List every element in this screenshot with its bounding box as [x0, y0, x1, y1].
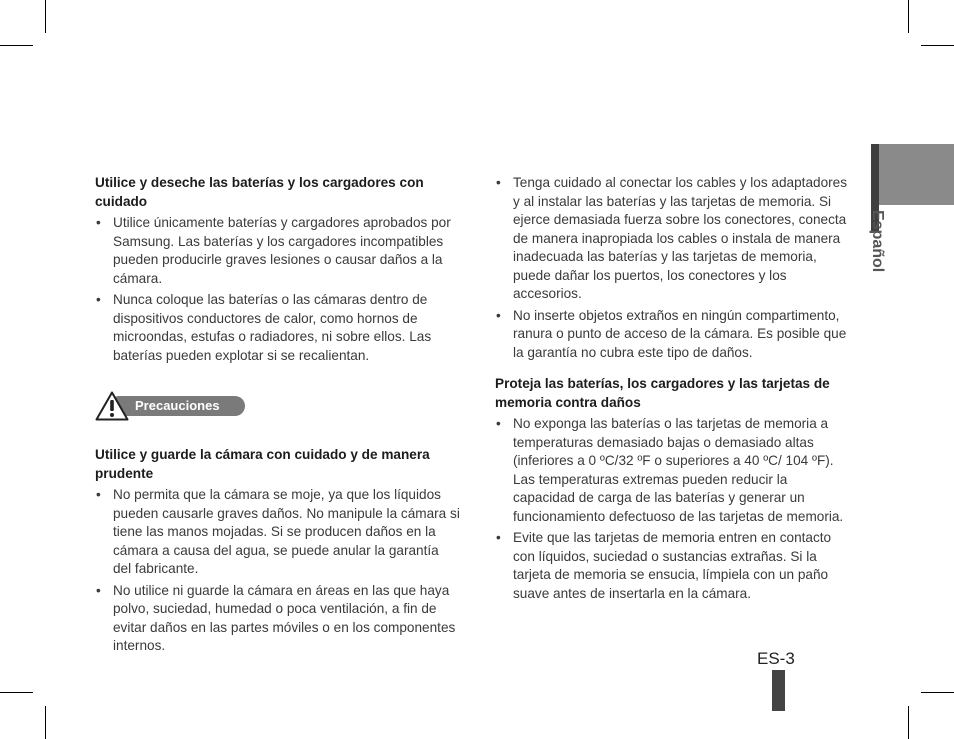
language-tab-block [871, 144, 954, 205]
crop-mark [921, 45, 954, 46]
section-heading-batteries: Utilice y deseche las baterías y los cargadores con cuidado [95, 175, 424, 209]
bullet-list-camera-care [95, 486, 460, 656]
left-column [95, 174, 460, 659]
caution-label: Precauciones [135, 398, 220, 413]
list-item: • No exponga las baterías o las tarjetas de memoria a temperaturas demasiado bajas o demasiado altas (inferiores a 0 ºC/32 ºF o superiores a 40 ºC/ 104 ºF). Las temperaturas extremas pueden reducir la capacidad de carga de las baterías y generar un funcionamiento defectuoso de las tarjetas de memoria. [495, 415, 851, 526]
section-heading-camera-care: Utilice y guarde la cámara con cuidado y de manera prudente [95, 447, 430, 481]
list-item: • Utilice únicamente baterías y cargadores aprobados por Samsung. Las baterías y los cargadores incompatibles pueden producirle graves lesiones o causar daños a la cámara. [95, 214, 460, 288]
list-item: • Tenga cuidado al conectar los cables y los adaptadores y al instalar las baterías y las tarjetas de memoria. Si ejerce demasiada fuerza sobre los conectores, conecta de manera inapropiada los cables o instala de manera inadecuada las baterías y las tarjetas de memoria, puede dañar los puertos, los conectores y los accesorios. [495, 174, 851, 304]
section-heading-protect: Proteja las baterías, los cargadores y las tarjetas de memoria contra daños [495, 376, 830, 410]
warning-icon [95, 391, 129, 421]
page-number-bar [772, 670, 785, 711]
page-number: ES-3 [757, 649, 795, 668]
bullet-list-connectors [495, 174, 851, 362]
list-item: • No inserte objetos extraños en ningún compartimento, ranura o punto de acceso de la cámara. Es posible que la garantía no cubra este tipo de daños. [495, 307, 851, 363]
bullet-list-protect [495, 415, 851, 603]
bullet-list-batteries [95, 214, 460, 365]
language-tab-label [866, 210, 890, 290]
caution-pill [109, 396, 245, 416]
crop-mark [908, 706, 909, 739]
crop-mark [0, 692, 33, 693]
crop-mark [908, 0, 909, 33]
list-item: • No utilice ni guarde la cámara en áreas en las que haya polvo, suciedad, humedad o poca ventilación, a fin de evitar daños en las partes móviles o en los componentes internos. [95, 582, 460, 656]
crop-mark [45, 706, 46, 739]
list-item: • Evite que las tarjetas de memoria entren en contacto con líquidos, suciedad o sustancias extrañas. Si la tarjeta de memoria se ensucia, límpiela con un paño suave antes de insertarla en la cámara. [495, 529, 851, 603]
crop-mark [921, 692, 954, 693]
language-label-text: Español [869, 210, 886, 273]
crop-mark [45, 0, 46, 33]
list-item: • Nunca coloque las baterías o las cámaras dentro de dispositivos conductores de calor, como hornos de microondas, estufas o radiadores, ni sobre ellos. Las baterías pueden explotar si se recalientan. [95, 291, 460, 365]
caution-banner [95, 391, 460, 421]
right-column [495, 174, 851, 606]
crop-mark [0, 45, 33, 46]
list-item: • No permita que la cámara se moje, ya que los líquidos pueden causarle graves daños. No manipule la cámara si tiene las manos mojadas. Si se producen daños en la cámara a causa del agua, se puede anular la garantía del fabricante. [95, 486, 460, 579]
spacer [495, 365, 851, 375]
